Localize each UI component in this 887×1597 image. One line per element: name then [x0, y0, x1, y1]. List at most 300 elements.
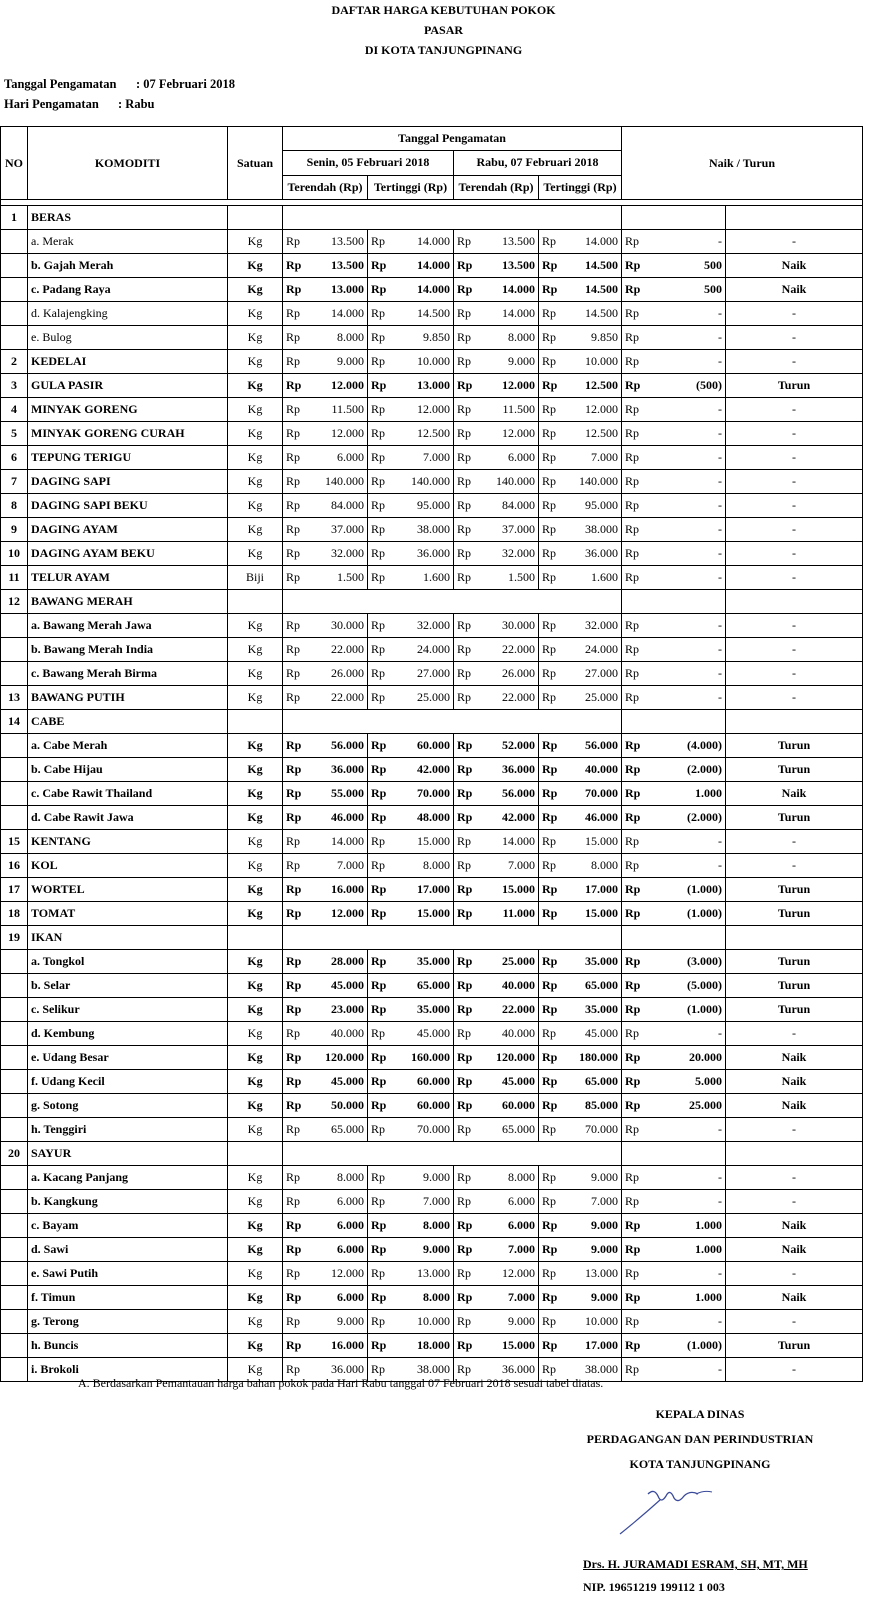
currency-label: Rp	[368, 686, 396, 710]
currency-label: Rp	[283, 302, 311, 326]
price-difference: 1.000	[648, 1214, 726, 1238]
currency-label: Rp	[539, 902, 567, 926]
currency-label: Rp	[454, 782, 482, 806]
price-value: 7.000	[567, 446, 622, 470]
price-value: 120.000	[482, 1046, 539, 1070]
price-difference: (3.000)	[648, 950, 726, 974]
currency-label: Rp	[454, 326, 482, 350]
empty-cell	[648, 590, 726, 614]
commodity-name: DAGING SAPI	[28, 470, 228, 494]
currency-label: Rp	[283, 1310, 311, 1334]
table-group-row	[1, 1142, 863, 1166]
table-row	[1, 302, 863, 326]
currency-label: Rp	[368, 998, 396, 1022]
currency-label: Rp	[539, 830, 567, 854]
price-value: 6.000	[311, 1190, 368, 1214]
price-value: 12.000	[482, 1262, 539, 1286]
price-value: 38.000	[396, 518, 454, 542]
currency-label: Rp	[622, 1022, 648, 1046]
price-value: 17.000	[567, 878, 622, 902]
price-value: 36.000	[482, 1358, 539, 1382]
change-status: -	[726, 398, 863, 422]
row-number: 18	[1, 902, 28, 926]
row-number	[1, 302, 28, 326]
currency-label: Rp	[283, 974, 311, 998]
price-value: 36.000	[396, 542, 454, 566]
price-difference: 500	[648, 254, 726, 278]
unit-cell: Kg	[228, 422, 283, 446]
currency-label: Rp	[539, 782, 567, 806]
unit-cell: Kg	[228, 1046, 283, 1070]
header-tanggal: Tanggal Pengamatan	[283, 127, 622, 151]
table-row	[1, 1310, 863, 1334]
currency-label: Rp	[454, 614, 482, 638]
row-number: 17	[1, 878, 28, 902]
currency-label: Rp	[622, 614, 648, 638]
price-value: 9.000	[567, 1166, 622, 1190]
currency-label: Rp	[539, 422, 567, 446]
empty-cell	[228, 1142, 283, 1166]
currency-label: Rp	[454, 230, 482, 254]
price-value: 17.000	[567, 1334, 622, 1358]
row-number	[1, 614, 28, 638]
currency-label: Rp	[368, 1310, 396, 1334]
price-value: 9.000	[567, 1286, 622, 1310]
currency-label: Rp	[539, 854, 567, 878]
currency-label: Rp	[622, 1094, 648, 1118]
price-value: 35.000	[567, 998, 622, 1022]
commodity-name: TELUR AYAM	[28, 566, 228, 590]
price-difference: (1.000)	[648, 1334, 726, 1358]
currency-label: Rp	[283, 518, 311, 542]
commodity-group-name: CABE	[28, 710, 228, 734]
currency-label: Rp	[368, 902, 396, 926]
currency-label: Rp	[368, 230, 396, 254]
price-value: 13.000	[311, 278, 368, 302]
currency-label: Rp	[283, 1118, 311, 1142]
commodity-name: BAWANG PUTIH	[28, 686, 228, 710]
unit-cell: Kg	[228, 518, 283, 542]
currency-label: Rp	[454, 374, 482, 398]
price-value: 60.000	[482, 1094, 539, 1118]
currency-label: Rp	[283, 1046, 311, 1070]
price-value: 45.000	[311, 974, 368, 998]
header-high-2: Tertinggi (Rp)	[539, 175, 622, 199]
price-value: 10.000	[396, 350, 454, 374]
price-value: 14.000	[311, 302, 368, 326]
row-number	[1, 1262, 28, 1286]
date-label: Tanggal Pengamatan	[4, 77, 117, 91]
signature-title-2: PERDAGANGAN DAN PERINDUSTRIAN	[586, 1432, 814, 1446]
price-value: 14.500	[396, 302, 454, 326]
price-value: 40.000	[311, 1022, 368, 1046]
table-row	[1, 350, 863, 374]
change-status: -	[726, 326, 863, 350]
row-number	[1, 806, 28, 830]
price-difference: -	[648, 398, 726, 422]
row-number: 12	[1, 590, 28, 614]
currency-label: Rp	[454, 350, 482, 374]
change-status: -	[726, 1310, 863, 1334]
currency-label: Rp	[283, 230, 311, 254]
price-difference: -	[648, 1118, 726, 1142]
price-value: 9.850	[567, 326, 622, 350]
commodity-name: d. Cabe Rawit Jawa	[28, 806, 228, 830]
currency-label: Rp	[283, 950, 311, 974]
header-date1: Senin, 05 Februari 2018	[283, 151, 454, 175]
price-value: 46.000	[567, 806, 622, 830]
unit-cell: Kg	[228, 254, 283, 278]
currency-label: Rp	[283, 734, 311, 758]
table-row	[1, 830, 863, 854]
empty-cell	[622, 926, 648, 950]
empty-cell	[283, 926, 622, 950]
currency-label: Rp	[454, 638, 482, 662]
unit-cell: Kg	[228, 686, 283, 710]
price-value: 8.000	[311, 1166, 368, 1190]
table-row	[1, 374, 863, 398]
price-value: 37.000	[482, 518, 539, 542]
empty-cell	[228, 926, 283, 950]
currency-label: Rp	[454, 542, 482, 566]
currency-label: Rp	[283, 374, 311, 398]
currency-label: Rp	[454, 278, 482, 302]
currency-label: Rp	[368, 326, 396, 350]
price-value: 70.000	[396, 1118, 454, 1142]
currency-label: Rp	[622, 638, 648, 662]
currency-label: Rp	[283, 686, 311, 710]
currency-label: Rp	[283, 1238, 311, 1262]
currency-label: Rp	[622, 1214, 648, 1238]
price-value: 12.000	[396, 398, 454, 422]
commodity-name: DAGING AYAM	[28, 518, 228, 542]
currency-label: Rp	[539, 494, 567, 518]
currency-label: Rp	[454, 878, 482, 902]
price-value: 14.000	[567, 230, 622, 254]
price-difference: (2.000)	[648, 806, 726, 830]
change-status: -	[726, 230, 863, 254]
price-value: 23.000	[311, 998, 368, 1022]
price-difference: -	[648, 662, 726, 686]
row-number: 15	[1, 830, 28, 854]
price-value: 6.000	[311, 446, 368, 470]
price-value: 10.000	[396, 1310, 454, 1334]
currency-label: Rp	[539, 638, 567, 662]
row-number: 6	[1, 446, 28, 470]
price-value: 8.000	[396, 1286, 454, 1310]
price-difference: -	[648, 1166, 726, 1190]
currency-label: Rp	[368, 878, 396, 902]
change-status: -	[726, 470, 863, 494]
price-value: 45.000	[482, 1070, 539, 1094]
price-value: 9.000	[396, 1166, 454, 1190]
currency-label: Rp	[622, 374, 648, 398]
price-value: 1.500	[482, 566, 539, 590]
price-value: 6.000	[482, 1190, 539, 1214]
table-row	[1, 398, 863, 422]
currency-label: Rp	[368, 374, 396, 398]
header-date2: Rabu, 07 Februari 2018	[454, 151, 622, 175]
currency-label: Rp	[368, 1358, 396, 1382]
currency-label: Rp	[454, 806, 482, 830]
row-number: 13	[1, 686, 28, 710]
commodity-group-name: SAYUR	[28, 1142, 228, 1166]
currency-label: Rp	[539, 1262, 567, 1286]
currency-label: Rp	[539, 254, 567, 278]
commodity-name: d. Kalajengking	[28, 302, 228, 326]
price-value: 1.600	[396, 566, 454, 590]
price-value: 12.500	[396, 422, 454, 446]
unit-cell: Kg	[228, 494, 283, 518]
commodity-name: WORTEL	[28, 878, 228, 902]
price-value: 13.500	[311, 230, 368, 254]
commodity-name: e. Bulog	[28, 326, 228, 350]
table-row	[1, 230, 863, 254]
price-value: 11.500	[482, 398, 539, 422]
currency-label: Rp	[622, 1070, 648, 1094]
row-number	[1, 1046, 28, 1070]
unit-cell: Kg	[228, 350, 283, 374]
table-row	[1, 1334, 863, 1358]
price-difference: -	[648, 350, 726, 374]
unit-cell: Kg	[228, 854, 283, 878]
unit-cell: Kg	[228, 470, 283, 494]
currency-label: Rp	[454, 446, 482, 470]
unit-cell: Kg	[228, 1070, 283, 1094]
currency-label: Rp	[368, 782, 396, 806]
price-value: 7.000	[482, 854, 539, 878]
change-status: -	[726, 1022, 863, 1046]
table-row	[1, 1118, 863, 1142]
table-group-row	[1, 206, 863, 230]
change-status: -	[726, 638, 863, 662]
currency-label: Rp	[622, 1358, 648, 1382]
currency-label: Rp	[539, 1310, 567, 1334]
price-difference: -	[648, 1262, 726, 1286]
price-value: 45.000	[311, 1070, 368, 1094]
unit-cell: Kg	[228, 998, 283, 1022]
commodity-name: c. Selikur	[28, 998, 228, 1022]
change-status: Naik	[726, 1214, 863, 1238]
currency-label: Rp	[622, 1046, 648, 1070]
unit-cell: Kg	[228, 1190, 283, 1214]
currency-label: Rp	[622, 758, 648, 782]
currency-label: Rp	[454, 1238, 482, 1262]
currency-label: Rp	[368, 1094, 396, 1118]
currency-label: Rp	[283, 1358, 311, 1382]
unit-cell: Kg	[228, 1262, 283, 1286]
currency-label: Rp	[283, 1286, 311, 1310]
currency-label: Rp	[368, 614, 396, 638]
price-value: 8.000	[396, 854, 454, 878]
currency-label: Rp	[539, 806, 567, 830]
price-value: 14.000	[311, 830, 368, 854]
table-row	[1, 1166, 863, 1190]
currency-label: Rp	[454, 830, 482, 854]
currency-label: Rp	[539, 734, 567, 758]
currency-label: Rp	[539, 686, 567, 710]
currency-label: Rp	[454, 254, 482, 278]
currency-label: Rp	[283, 878, 311, 902]
empty-cell	[622, 590, 648, 614]
commodity-name: e. Sawi Putih	[28, 1262, 228, 1286]
header-low-1: Terendah (Rp)	[283, 175, 368, 199]
table-row	[1, 1286, 863, 1310]
currency-label: Rp	[368, 1190, 396, 1214]
price-value: 15.000	[567, 902, 622, 926]
title-line-2: PASAR	[423, 23, 464, 37]
table-row	[1, 974, 863, 998]
price-value: 28.000	[311, 950, 368, 974]
price-value: 18.000	[396, 1334, 454, 1358]
row-number	[1, 1094, 28, 1118]
change-status: Naik	[726, 1286, 863, 1310]
price-value: 65.000	[311, 1118, 368, 1142]
currency-label: Rp	[368, 566, 396, 590]
price-value: 12.000	[311, 902, 368, 926]
price-value: 14.000	[482, 278, 539, 302]
currency-label: Rp	[539, 542, 567, 566]
price-difference: 1.000	[648, 1238, 726, 1262]
currency-label: Rp	[283, 278, 311, 302]
table-row	[1, 1190, 863, 1214]
table-row	[1, 494, 863, 518]
table-row	[1, 950, 863, 974]
price-difference: -	[648, 854, 726, 878]
table-row	[1, 638, 863, 662]
table-row	[1, 518, 863, 542]
empty-cell	[283, 710, 622, 734]
row-number	[1, 1118, 28, 1142]
unit-cell: Kg	[228, 398, 283, 422]
price-value: 140.000	[311, 470, 368, 494]
price-value: 9.000	[396, 1238, 454, 1262]
row-number	[1, 1238, 28, 1262]
price-value: 8.000	[482, 326, 539, 350]
price-value: 1.500	[311, 566, 368, 590]
currency-label: Rp	[539, 878, 567, 902]
row-number: 10	[1, 542, 28, 566]
price-value: 27.000	[567, 662, 622, 686]
change-status: -	[726, 686, 863, 710]
change-status: -	[726, 1166, 863, 1190]
price-value: 65.000	[567, 974, 622, 998]
price-value: 38.000	[396, 1358, 454, 1382]
commodity-name: b. Cabe Hijau	[28, 758, 228, 782]
currency-label: Rp	[368, 950, 396, 974]
empty-cell	[726, 590, 863, 614]
empty-cell	[283, 590, 622, 614]
price-value: 15.000	[396, 830, 454, 854]
price-difference: 20.000	[648, 1046, 726, 1070]
commodity-name: g. Sotong	[28, 1094, 228, 1118]
unit-cell: Kg	[228, 230, 283, 254]
price-difference: (1.000)	[648, 998, 726, 1022]
change-status: Naik	[726, 254, 863, 278]
currency-label: Rp	[454, 854, 482, 878]
currency-label: Rp	[622, 950, 648, 974]
price-value: 14.000	[482, 830, 539, 854]
price-value: 12.000	[311, 374, 368, 398]
change-status: Turun	[726, 374, 863, 398]
currency-label: Rp	[368, 1262, 396, 1286]
currency-label: Rp	[539, 398, 567, 422]
currency-label: Rp	[622, 998, 648, 1022]
commodity-name: a. Tongkol	[28, 950, 228, 974]
empty-cell	[648, 710, 726, 734]
currency-label: Rp	[368, 854, 396, 878]
commodity-name: TOMAT	[28, 902, 228, 926]
currency-label: Rp	[622, 350, 648, 374]
price-value: 120.000	[311, 1046, 368, 1070]
currency-label: Rp	[539, 566, 567, 590]
row-number	[1, 254, 28, 278]
price-value: 1.600	[567, 566, 622, 590]
currency-label: Rp	[539, 302, 567, 326]
price-value: 16.000	[311, 1334, 368, 1358]
change-status: Turun	[726, 734, 863, 758]
change-status: -	[726, 1118, 863, 1142]
price-value: 42.000	[482, 806, 539, 830]
commodity-name: c. Bayam	[28, 1214, 228, 1238]
empty-cell	[726, 926, 863, 950]
change-status: Turun	[726, 974, 863, 998]
price-value: 13.000	[396, 1262, 454, 1286]
change-status: Turun	[726, 878, 863, 902]
currency-label: Rp	[283, 1070, 311, 1094]
change-status: -	[726, 566, 863, 590]
currency-label: Rp	[368, 302, 396, 326]
currency-label: Rp	[283, 1262, 311, 1286]
price-value: 14.500	[567, 302, 622, 326]
change-status: Naik	[726, 782, 863, 806]
currency-label: Rp	[283, 902, 311, 926]
empty-cell	[726, 710, 863, 734]
unit-cell: Kg	[228, 638, 283, 662]
price-value: 8.000	[396, 1214, 454, 1238]
price-value: 38.000	[567, 1358, 622, 1382]
day-value: : Rabu	[118, 97, 155, 111]
currency-label: Rp	[454, 494, 482, 518]
empty-cell	[283, 206, 622, 230]
price-value: 60.000	[396, 1094, 454, 1118]
row-number: 1	[1, 206, 28, 230]
currency-label: Rp	[454, 1214, 482, 1238]
price-value: 26.000	[482, 662, 539, 686]
price-value: 7.000	[396, 446, 454, 470]
row-number: 4	[1, 398, 28, 422]
unit-cell: Biji	[228, 566, 283, 590]
commodity-name: h. Tenggiri	[28, 1118, 228, 1142]
row-number	[1, 782, 28, 806]
price-value: 32.000	[567, 614, 622, 638]
commodity-name: TEPUNG TERIGU	[28, 446, 228, 470]
price-value: 35.000	[396, 950, 454, 974]
table-group-row	[1, 590, 863, 614]
currency-label: Rp	[622, 902, 648, 926]
row-number: 7	[1, 470, 28, 494]
unit-cell: Kg	[228, 806, 283, 830]
change-status: -	[726, 422, 863, 446]
price-difference: (2.000)	[648, 758, 726, 782]
price-value: 11.500	[311, 398, 368, 422]
currency-label: Rp	[454, 974, 482, 998]
price-value: 27.000	[396, 662, 454, 686]
currency-label: Rp	[539, 1190, 567, 1214]
price-value: 6.000	[482, 1214, 539, 1238]
price-value: 36.000	[311, 758, 368, 782]
currency-label: Rp	[368, 974, 396, 998]
